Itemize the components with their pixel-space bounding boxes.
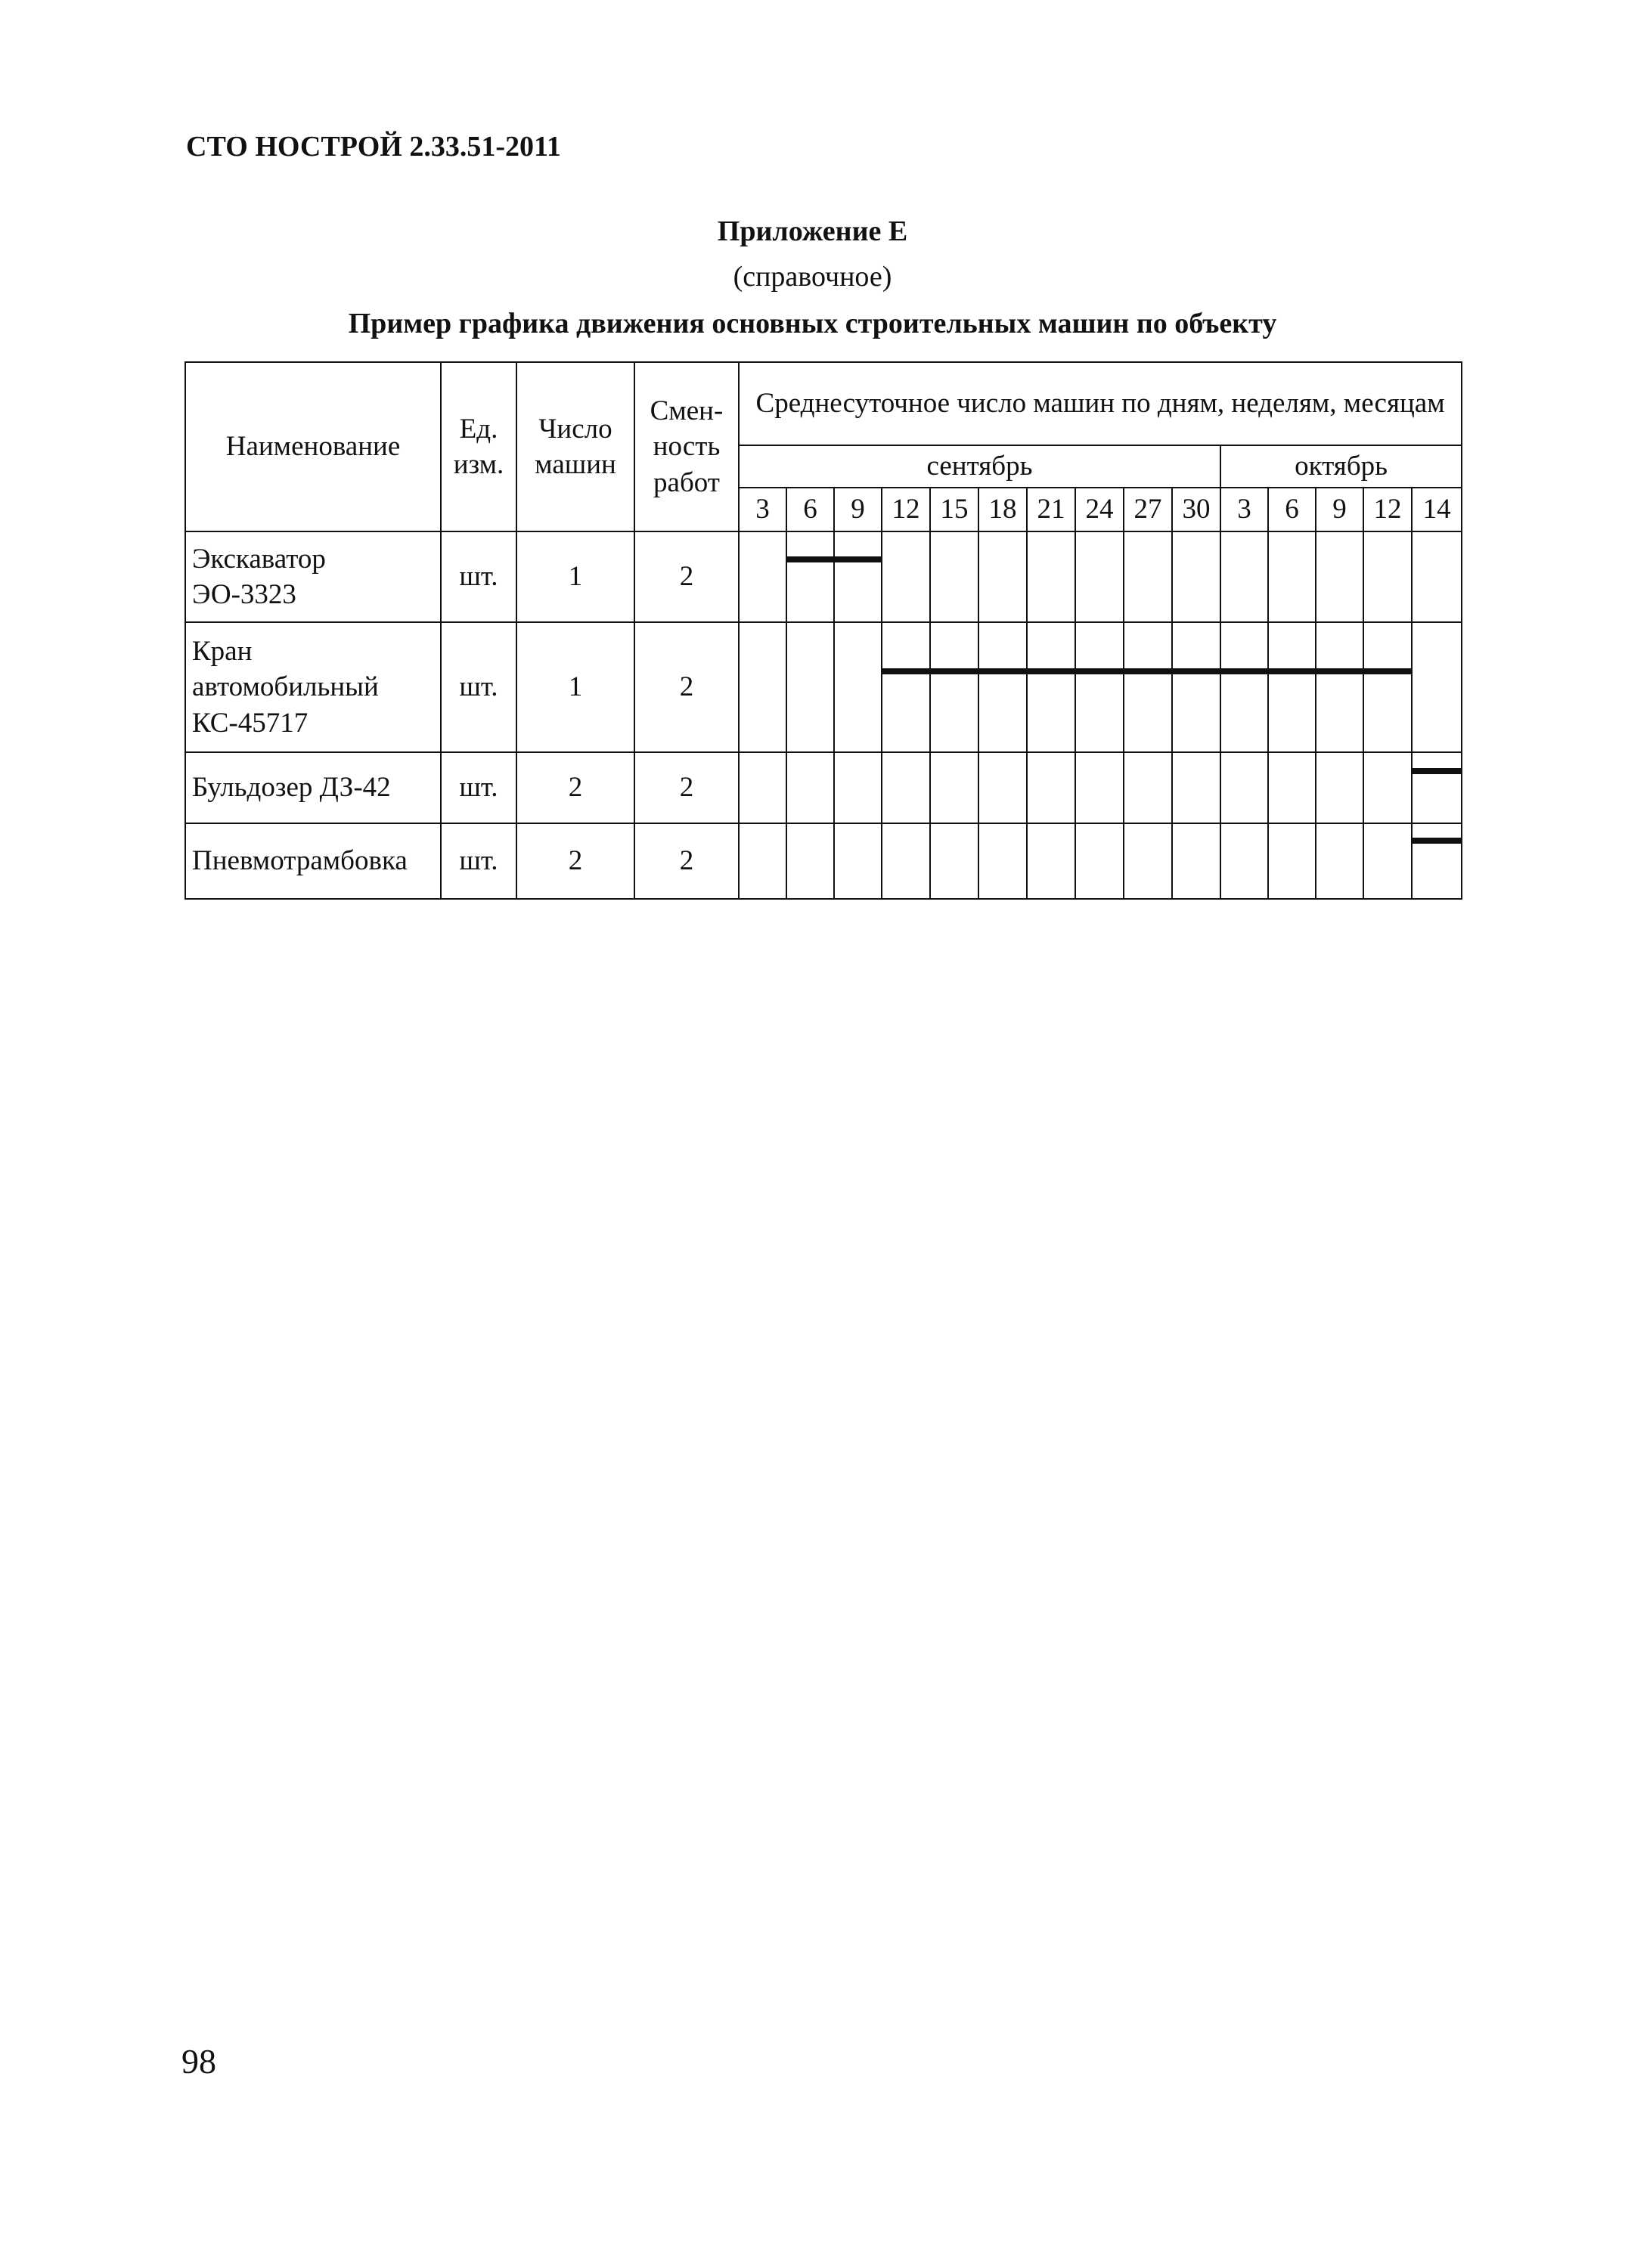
header-day: 12	[882, 488, 930, 531]
schedule-cell	[930, 622, 978, 752]
schedule-cell	[1027, 823, 1075, 899]
schedule-cell	[978, 823, 1027, 899]
header-day: 9	[1316, 488, 1363, 531]
schedule-cell	[978, 752, 1027, 823]
schedule-cell	[1075, 752, 1124, 823]
schedule-cell	[1027, 531, 1075, 622]
appendix-note: (справочное)	[733, 261, 892, 293]
table-row	[185, 752, 1462, 823]
schedule-cell	[834, 752, 882, 823]
header-count: Число машин	[516, 362, 634, 531]
schedule-cell	[786, 752, 834, 823]
usage-bar-segment	[834, 556, 882, 562]
unit-cell: шт.	[441, 622, 516, 752]
usage-bar-segment	[1268, 668, 1316, 674]
schedule-cell	[1268, 823, 1316, 899]
schedule-cell	[1027, 752, 1075, 823]
schedule-cell	[1124, 531, 1172, 622]
schedule-cell	[1316, 531, 1363, 622]
header-unit: Ед. изм.	[441, 362, 516, 531]
schedule-cell	[1027, 622, 1075, 752]
usage-bar-segment	[930, 668, 978, 674]
header-day: 14	[1412, 488, 1462, 531]
usage-bar-segment	[1412, 768, 1462, 774]
schedule-cell	[1268, 752, 1316, 823]
shift-count-cell: 2	[634, 531, 739, 622]
machine-name-cell: Экскаватор ЭО-3323	[185, 531, 441, 622]
schedule-cell	[1220, 622, 1268, 752]
usage-bar-segment	[1220, 668, 1268, 674]
unit-cell: шт.	[441, 752, 516, 823]
schedule-cell	[930, 823, 978, 899]
header-day: 27	[1124, 488, 1172, 531]
schedule-cell	[786, 622, 834, 752]
header-day: 21	[1027, 488, 1075, 531]
table-row	[185, 823, 1462, 899]
schedule-cell	[882, 531, 930, 622]
header-month-september: сентябрь	[739, 445, 1220, 488]
schedule-cell	[1412, 823, 1462, 899]
machine-count-cell: 2	[516, 752, 634, 823]
machine-name-cell: Бульдозер ДЗ-42	[185, 752, 441, 823]
table-row	[185, 622, 1462, 752]
schedule-cell	[1412, 622, 1462, 752]
header-shift: Смен- ность работ	[634, 362, 739, 531]
shift-count-cell: 2	[634, 752, 739, 823]
schedule-cell	[1172, 531, 1220, 622]
schedule-cell	[1075, 622, 1124, 752]
header-day: 3	[739, 488, 786, 531]
schedule-cell	[786, 823, 834, 899]
shift-count-cell: 2	[634, 823, 739, 899]
schedule-cell	[786, 531, 834, 622]
schedule-cell	[1220, 752, 1268, 823]
schedule-cell	[882, 622, 930, 752]
table-caption: Пример графика движения основных строительных машин по объекту	[348, 308, 1277, 339]
usage-bar-segment	[882, 668, 930, 674]
schedule-cell	[1075, 531, 1124, 622]
machine-count-cell: 1	[516, 531, 634, 622]
header-day: 12	[1363, 488, 1412, 531]
schedule-cell	[1172, 752, 1220, 823]
usage-bar-segment	[978, 668, 1027, 674]
schedule-cell	[1363, 823, 1412, 899]
usage-bar-segment	[786, 556, 834, 562]
schedule-cell	[739, 823, 786, 899]
machine-count-cell: 1	[516, 622, 634, 752]
schedule-cell	[882, 823, 930, 899]
header-day: 6	[786, 488, 834, 531]
unit-cell: шт.	[441, 531, 516, 622]
schedule-cell	[834, 823, 882, 899]
schedule-cell	[978, 622, 1027, 752]
page-number: 98	[181, 2042, 216, 2081]
schedule-cell	[1316, 823, 1363, 899]
schedule-cell	[1363, 622, 1412, 752]
schedule-cell	[739, 752, 786, 823]
schedule-cell	[1220, 531, 1268, 622]
schedule-cell	[834, 622, 882, 752]
usage-bar-segment	[1075, 668, 1124, 674]
schedule-cell	[1268, 622, 1316, 752]
schedule-cell	[1363, 752, 1412, 823]
schedule-cell	[1172, 622, 1220, 752]
machine-name-cell: Кран автомобильный КС-45717	[185, 622, 441, 752]
usage-bar-segment	[1316, 668, 1363, 674]
schedule-cell	[1172, 823, 1220, 899]
header-day: 15	[930, 488, 978, 531]
schedule-cell	[834, 531, 882, 622]
appendix-title: Приложение Е	[717, 215, 908, 247]
usage-bar-segment	[1027, 668, 1075, 674]
schedule-cell	[1075, 823, 1124, 899]
document-code: СТО НОСТРОЙ 2.33.51-2011	[186, 131, 561, 163]
usage-bar-segment	[1124, 668, 1172, 674]
header-day: 3	[1220, 488, 1268, 531]
schedule-cell	[930, 752, 978, 823]
header-day: 18	[978, 488, 1027, 531]
schedule-cell	[1268, 531, 1316, 622]
schedule-cell	[1124, 622, 1172, 752]
header-day: 24	[1075, 488, 1124, 531]
schedule-cell	[1412, 531, 1462, 622]
schedule-cell	[930, 531, 978, 622]
header-name: Наименование	[185, 362, 441, 531]
schedule-cell	[1412, 752, 1462, 823]
schedule-cell	[1316, 752, 1363, 823]
machine-name-cell: Пневмотрамбовка	[185, 823, 441, 899]
schedule-cell	[978, 531, 1027, 622]
header-day: 30	[1172, 488, 1220, 531]
schedule-cell	[1124, 823, 1172, 899]
machine-count-cell: 2	[516, 823, 634, 899]
machine-schedule-table	[185, 361, 1462, 900]
usage-bar-segment	[1363, 668, 1412, 674]
schedule-cell	[1220, 823, 1268, 899]
unit-cell: шт.	[441, 823, 516, 899]
table-row	[185, 531, 1462, 622]
schedule-cell	[882, 752, 930, 823]
header-daily-average: Среднесуточное число машин по дням, неделям, месяцам	[739, 362, 1462, 445]
shift-count-cell: 2	[634, 622, 739, 752]
usage-bar-segment	[1412, 838, 1462, 844]
schedule-cell	[739, 531, 786, 622]
schedule-cell	[1316, 622, 1363, 752]
schedule-cell	[1363, 531, 1412, 622]
header-day: 9	[834, 488, 882, 531]
schedule-cell	[1124, 752, 1172, 823]
usage-bar-segment	[1172, 668, 1220, 674]
header-day: 6	[1268, 488, 1316, 531]
schedule-cell	[739, 622, 786, 752]
header-month-october: октябрь	[1220, 445, 1462, 488]
